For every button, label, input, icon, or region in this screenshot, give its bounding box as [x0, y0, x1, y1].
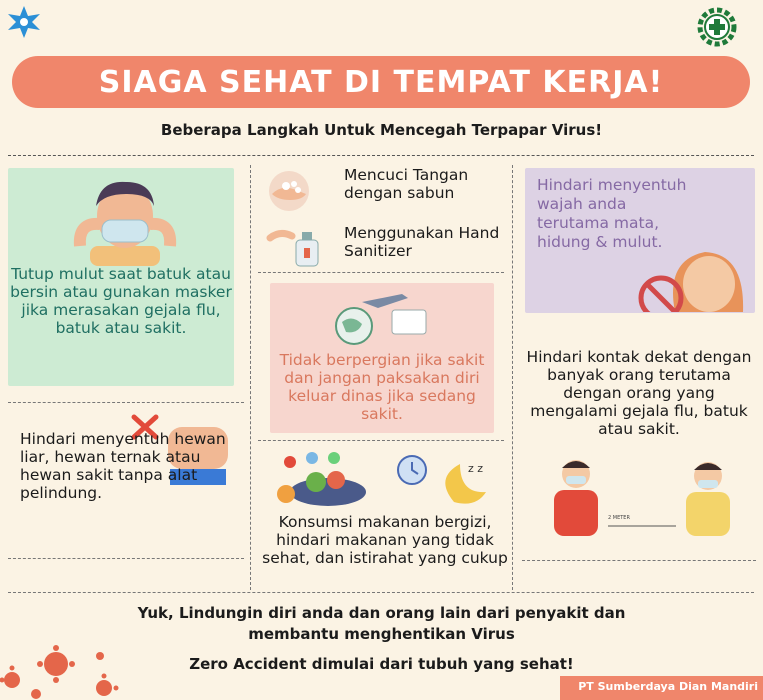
title-banner	[12, 56, 750, 108]
company-name: PT Sumberdaya Dian Mandiri	[578, 680, 758, 693]
page-subtitle: Beberapa Langkah Untuk Mencegah Terpapar Virus!	[160, 121, 603, 139]
divider	[512, 165, 513, 590]
svg-text:z z: z z	[468, 462, 484, 475]
distance-label: 2 METER	[608, 515, 630, 521]
divider	[522, 560, 756, 561]
footer-tagline: Zero Accident dimulai dari tubuh yang sehat!	[189, 655, 574, 673]
food-tip-text: Konsumsi makanan bergizi, hindari makanan yang tidak sehat, dan istirahat yang cukup	[262, 513, 508, 567]
divider	[8, 592, 754, 593]
divider	[250, 165, 251, 590]
divider	[258, 272, 504, 273]
safety-cross-gear-icon	[696, 6, 738, 48]
mask-tip-text: Tutup mulut saat batuk atau bersin atau gunakan masker jika merasakan gejala flu, batuk atau sakit.	[10, 265, 232, 337]
contact-tip-text: Hindari kontak dekat dengan banyak orang terutama dengan orang yang mengalami gejala flu, batuk atau sakit.	[526, 348, 752, 438]
healthy-food-icon	[272, 450, 382, 508]
travel-globe-plane-icon	[332, 288, 432, 348]
virus-icon	[0, 628, 150, 700]
social-distancing-icon	[548, 456, 748, 538]
divider	[8, 558, 244, 559]
hand-washing-text: Mencuci Tangan dengan sabun	[344, 166, 469, 202]
divider	[258, 440, 504, 441]
sleep-moon-clock-icon	[394, 452, 494, 510]
footer-line-2: membantu menghentikan Virus	[248, 625, 515, 643]
hand-sanitizer-icon	[266, 226, 326, 268]
girl-touching-face-icon	[635, 240, 753, 312]
footer-line-1: Yuk, Lindungin diri anda dan orang lain dari penyakit dan	[137, 604, 626, 622]
travel-tip-text: Tidak berpergian jika sakit dan jangan paksakan diri keluar dinas jika sedang sakit.	[279, 351, 485, 423]
hand-washing-icon	[262, 170, 316, 212]
face-tip-text: Hindari menyentuh wajah anda terutama mata, hidung & mulut.	[537, 176, 687, 251]
person-wearing-mask-icon	[60, 176, 190, 266]
divider	[8, 402, 244, 403]
hand-sanitizer-text: Menggunakan Hand Sanitizer	[344, 224, 500, 260]
divider	[8, 155, 754, 156]
animals-tip-text: Hindari menyentuh hewan liar, hewan ternak atau hewan sakit tanpa alat pelindung.	[20, 430, 226, 502]
page-title: SIAGA SEHAT DI TEMPAT KERJA!	[98, 64, 664, 100]
medical-logo-icon	[4, 4, 44, 40]
